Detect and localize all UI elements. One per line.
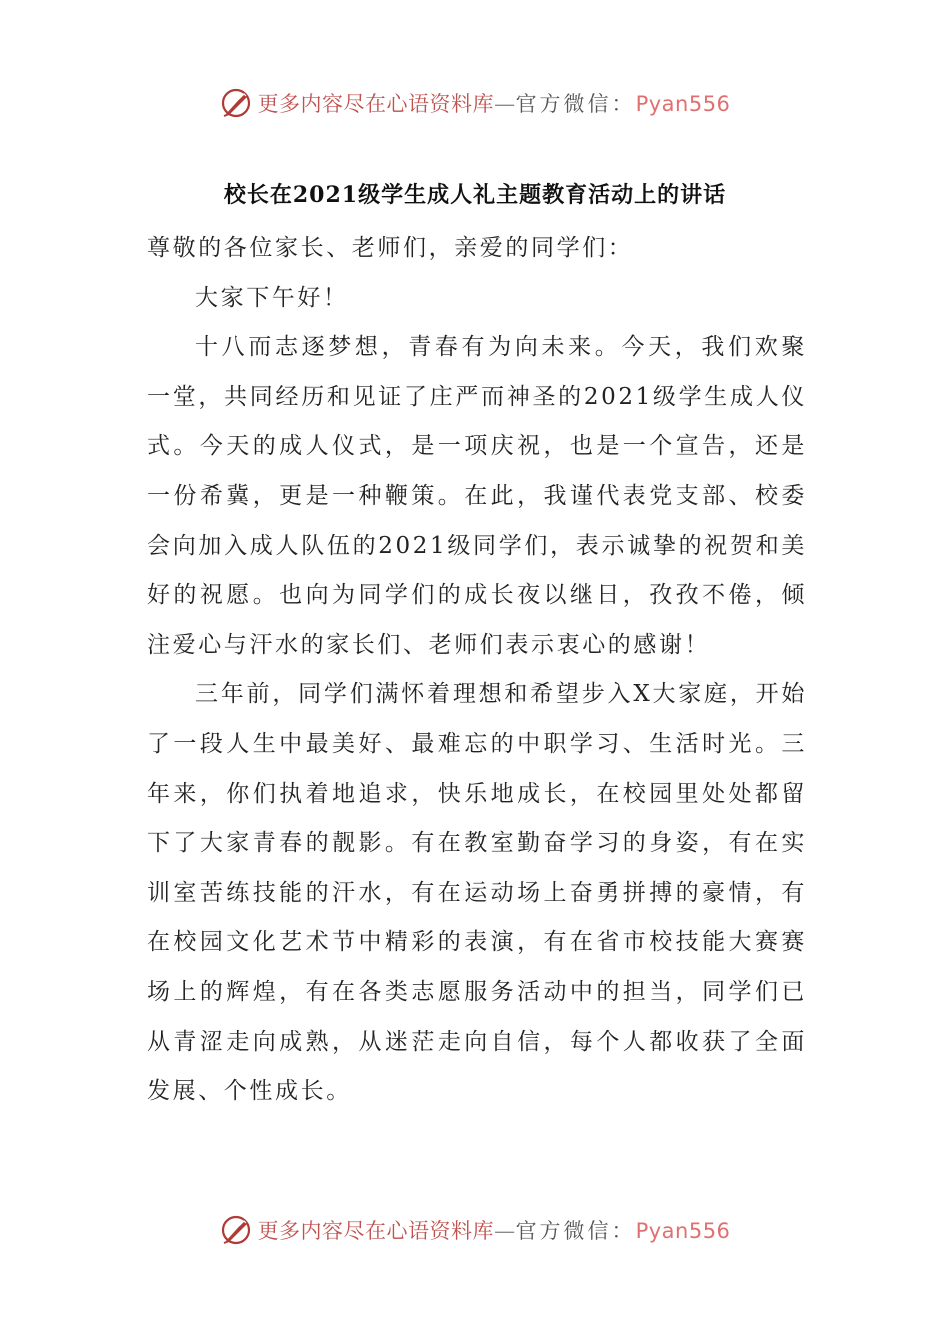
salutation: 尊敬的各位家长、老师们，亲爱的同学们：: [147, 235, 634, 261]
watermark-dash: —: [494, 1219, 516, 1243]
watermark-site: 更多内容尽在心语资料库: [257, 1219, 495, 1243]
watermark-text: [258, 88, 731, 118]
watermark-footer: [0, 1210, 950, 1250]
quill-pen-logo-icon: [220, 87, 252, 119]
watermark-dash: —: [494, 92, 516, 116]
paragraph: 大家下午好！: [195, 284, 349, 311]
watermark-site: 更多内容尽在心语资料库: [257, 92, 495, 116]
watermark-handle: Pyan556: [635, 92, 731, 116]
document-title: 校长在2021级学生成人礼主题教育活动上的讲话: [223, 182, 727, 208]
paragraph: 三年前，同学们满怀着理想和希望步入X大家庭，开始了一段人生中最美好、最难忘的中职学习、生活时光。三年来，你们执着地追求，快乐地成长，在校园里处处都留下了大家青春的靓影。有在教室勤奋学习的身姿，有在实训室苦练技能的汗水，有在运动场上奋勇拼搏的豪情，有在校园文化艺术节中精彩的表演，有在省市校技能大赛赛场上的辉煌，有在各类志愿服务活动中的担当，同学们已从青涩走向成熟，从迷茫走向自信，每个人都收获了全面发展、个性成长。: [147, 681, 807, 1105]
watermark-header: [0, 83, 950, 123]
watermark-label: 官方微信：: [515, 92, 636, 116]
watermark-handle: Pyan556: [635, 1219, 731, 1243]
watermark-text: [258, 1215, 731, 1245]
quill-pen-logo-icon: [220, 1214, 252, 1246]
watermark-label: 官方微信：: [515, 1219, 636, 1243]
document-body: [147, 224, 807, 1117]
paragraph: 十八而志逐梦想，青春有为向未来。今天，我们欢聚一堂，共同经历和见证了庄严而神圣的2021级学生成人仪式。今天的成人仪式，是一项庆祝，也是一个宣告，还是一份希冀，更是一种鞭策。在此，我谨代表党支部、校委会向加入成人队伍的2021级同学们，表示诚挚的祝贺和美好的祝愿。也向为同学们的成长夜以继日，孜孜不倦，倾注爱心与汗水的家长们、老师们表示衷心的感谢！: [147, 334, 807, 658]
